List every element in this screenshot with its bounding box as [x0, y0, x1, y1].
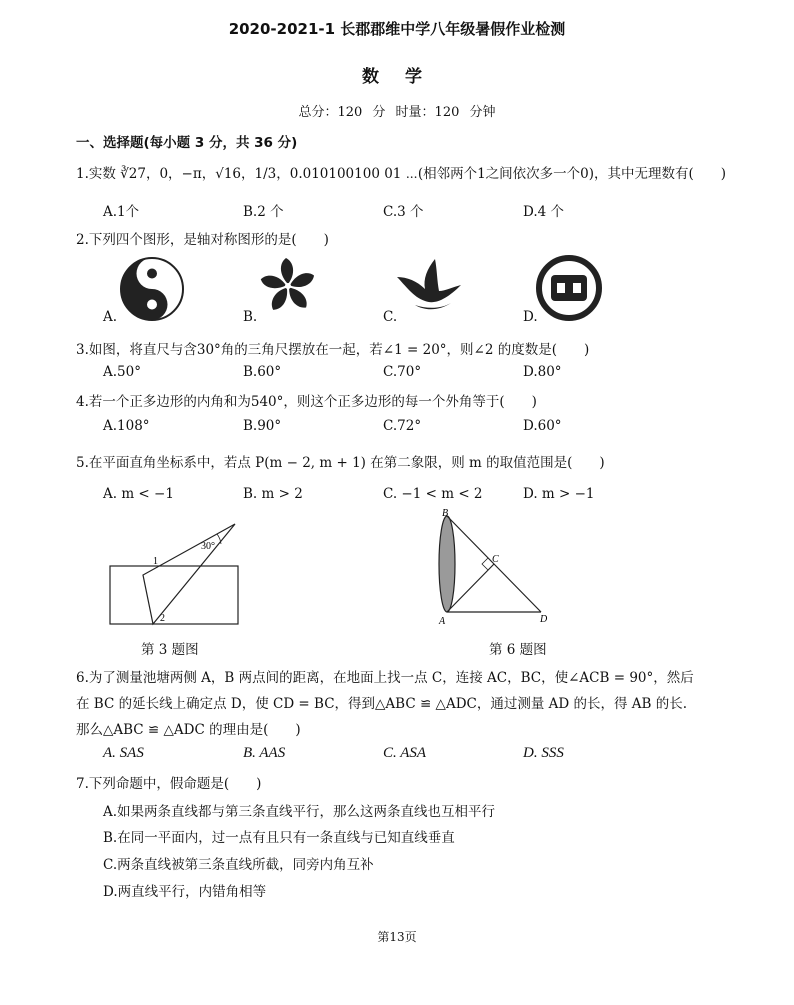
q5-option-c: C. −1 < m < 2: [383, 486, 483, 502]
subject-title: 数 学: [362, 67, 432, 87]
q6-option-d: D. SSS: [523, 745, 564, 761]
question-7-stem: 7.下列命题中，假命题是( ): [76, 776, 262, 792]
q5-option-b: B. m > 2: [243, 486, 303, 502]
exam-meta: 总分：120 分 时量：120 分钟: [298, 105, 496, 120]
q3-option-c: C.70°: [383, 364, 422, 380]
q2-option-d: D.: [523, 309, 538, 325]
angle-2-label: 2: [160, 613, 165, 624]
triangle-shape: [143, 524, 235, 624]
q6-option-b: B. AAS: [243, 745, 286, 761]
q1-option-b: B.2 个: [243, 204, 284, 220]
point-b-label: B: [442, 508, 449, 519]
question-6-line-2: 在 BC 的延长线上确定点 D，使 CD = BC，得到△ABC ≌ △ADC，通过测量 AD 的长，得 AB 的长.: [76, 696, 688, 712]
ruler-shape: [110, 566, 238, 624]
q7-option-c: C.两条直线被第三条直线所截，同旁内角互补: [103, 857, 374, 873]
question-6-line-1: 6.为了测量池塘两侧 A，B 两点间的距离，在地面上找一点 C，连接 AC，BC，使∠ACB = 90°，然后: [76, 670, 694, 686]
point-a-label: A: [439, 616, 446, 627]
angle-1-label: 1: [153, 556, 158, 567]
figure-q3-caption: 第 3 题图: [141, 642, 199, 658]
q4-option-b: B.90°: [243, 418, 282, 434]
question-5-stem: 5.在平面直角坐标系中，若点 P(m − 2, m + 1) 在第二象限，则 m 的取值范围是( ): [76, 455, 605, 471]
q3-option-d: D.80°: [523, 364, 562, 380]
pond-shape: [439, 516, 455, 612]
figure-q3-ruler-triangle: [105, 520, 245, 630]
q6-option-c: C. ASA: [383, 745, 427, 761]
q1-option-c: C.3 个: [383, 204, 424, 220]
question-3-stem: 3.如图，将直尺与含30°角的三角尺摆放在一起，若∠1 = 20°，则∠2 的度数是( ): [76, 342, 590, 358]
q7-option-d: D.两直线平行，内错角相等: [103, 884, 267, 900]
q7-option-a: A.如果两条直线都与第三条直线平行，那么这两条直线也互相平行: [103, 804, 496, 820]
question-4-stem: 4.若一个正多边形的内角和为540°，则这个正多边形的每一个外角等于( ): [76, 394, 537, 410]
question-2-stem: 2.下列四个图形，是轴对称图形的是( ): [76, 232, 329, 248]
q1-option-d: D.4 个: [523, 204, 565, 220]
q3-option-b: B.60°: [243, 364, 282, 380]
page-number: 第13页: [377, 930, 417, 944]
bank-emblem-icon: [535, 255, 603, 321]
q2-option-a: A.: [103, 309, 118, 325]
point-c-label: C: [492, 554, 499, 565]
q5-option-a: A. m < −1: [103, 486, 174, 502]
question-6-line-3: 那么△ABC ≌ △ADC 的理由是( ): [76, 722, 301, 738]
question-1-stem: 1.实数 ∛27，0，−π，√16，1/3，0.010100100 01 ⋯(相邻两个1之间依次多一个0)，其中无理数有( ): [76, 166, 727, 182]
yin-yang-icon: [118, 255, 186, 323]
q1-option-a: A.1个: [103, 204, 140, 220]
q5-option-d: D. m > −1: [523, 486, 595, 502]
q4-option-d: D.60°: [523, 418, 562, 434]
q6-option-a: A. SAS: [103, 745, 144, 761]
swoosh-logo-icon: [395, 255, 467, 317]
q4-option-c: C.72°: [383, 418, 422, 434]
section-heading: 一、选择题(每小题 3 分，共 36 分): [76, 135, 298, 151]
angle-30-label: 30°: [201, 541, 215, 552]
q4-option-a: A.108°: [103, 418, 150, 434]
exam-title: 2020-2021-1 长郡郡维中学八年级暑假作业检测: [228, 20, 566, 38]
figure-q6-pond: [430, 508, 555, 632]
point-d-label: D: [540, 614, 548, 625]
q3-option-a: A.50°: [103, 364, 141, 380]
q7-option-b: B.在同一平面内，过一点有且只有一条直线与已知直线垂直: [103, 830, 455, 846]
q2-option-b: B.: [243, 309, 258, 325]
figure-q6-caption: 第 6 题图: [489, 642, 547, 658]
bauhinia-flower-icon: [255, 255, 321, 317]
q2-option-c: C.: [383, 309, 398, 325]
